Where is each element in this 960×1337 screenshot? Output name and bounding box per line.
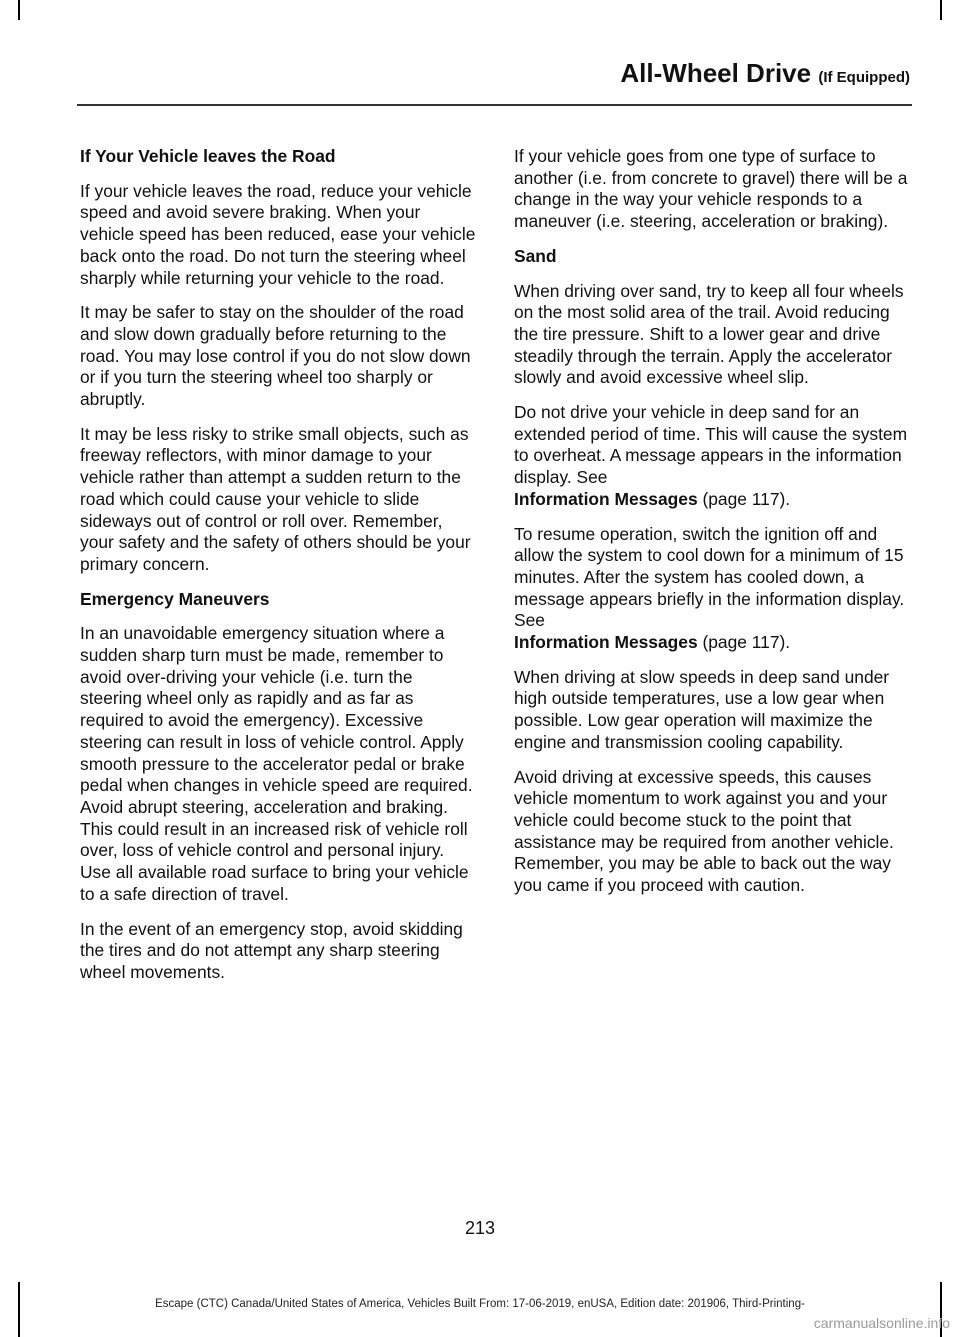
- paragraph-with-reference: [514, 402, 910, 511]
- footer-text: Escape (CTC) Canada/United States of America, Vehicles Built From: 17-06-2019, enUSA, Edition date: 201906, Third-Printing-: [155, 1298, 805, 1310]
- paragraph: It may be safer to stay on the shoulder of the road and slow down gradually before returning to the road. You may lose control if you do not slow down or if you turn the steering wheel too sharply or abruptly.: [80, 302, 471, 410]
- paragraph: In an unavoidable emergency situation where a sudden sharp turn must be made, remember to avoid over-driving your vehicle (i.e. turn the steering wheel only as rapidly and as far as required to avoid the emergency). Excessive steering can result in loss of vehicle control. Apply smooth pressure to the accelerator pedal or brake pedal when changes in vehicle speed are required. Avoid abrupt steering, acceleration and braking. This could result in an increased risk of vehicle roll over, loss of vehicle control and personal injury. Use all available road surface to bring your vehicle to a safe direction of travel.: [80, 623, 473, 904]
- page-title: [620, 58, 910, 89]
- section-heading-emergency-maneuvers: Emergency Maneuvers: [80, 588, 270, 609]
- paragraph: Avoid driving at excessive speeds, this causes vehicle momentum to work against you and your vehicle could become stuck to the point that assistance may be required from another vehicle. Remember, you may be able to back out the way you came if you proceed with caution.: [514, 766, 894, 896]
- left-column: [80, 146, 476, 997]
- page-reference: (page 117).: [702, 632, 791, 653]
- paragraph: In the event of an emergency stop, avoid skidding the tires and do not attempt any sharp steering wheel movements.: [80, 918, 463, 982]
- cross-reference-link[interactable]: Information Messages: [514, 632, 698, 653]
- cross-reference-link[interactable]: Information Messages: [514, 488, 698, 509]
- section-heading-leaves-road: If Your Vehicle leaves the Road: [80, 146, 336, 166]
- paragraph: It may be less risky to strike small objects, such as freeway reflectors, with minor damage to your vehicle rather than attempt a sudden return to the road which could cause your vehicle to slide sideways out of control or roll over. Remember, your safety and the safety of others should be your primary concern.: [80, 423, 471, 574]
- paragraph: If your vehicle goes from one type of surface to another (i.e. from concrete to gravel) there will be a change in the way your vehicle responds to a maneuver (i.e. steering, acceleration or braking).: [514, 146, 908, 232]
- paragraph-text: To resume operation, switch the ignition off and allow the system to cool down for a minimum of 15 minutes. After the system has cooled down, a message appears briefly in the information display. See: [514, 523, 905, 631]
- paragraph: When driving at slow speeds in deep sand under high outside temperatures, use a low gear when possible. Low gear operation will maximize the engine and transmission cooling capability.: [514, 666, 890, 752]
- page-title-subtitle: (If Equipped): [818, 69, 910, 86]
- paragraph-text: Do not drive your vehicle in deep sand for an extended period of time. This will cause the system to overheat. A message appears in the information display. See: [514, 402, 908, 488]
- paragraph-with-reference: [514, 524, 910, 654]
- crop-mark-top-right: [940, 0, 942, 20]
- right-column: [514, 146, 910, 910]
- section-heading-sand: Sand: [514, 245, 557, 266]
- page-reference: (page 117).: [702, 488, 791, 509]
- crop-mark-top-left: [18, 0, 20, 20]
- paragraph: When driving over sand, try to keep all four wheels on the most solid area of the trail. Avoid reducing the tire pressure. Shift to a lower gear and drive steadily through the terrain. Apply the accelerator slowly and avoid excessive wheel slip.: [514, 280, 904, 388]
- paragraph: If your vehicle leaves the road, reduce your vehicle speed and avoid severe braking. When your vehicle speed has been reduced, ease your vehicle back onto the road. Do not turn the steering wheel sharply while returning your vehicle to the road.: [80, 180, 476, 288]
- watermark: carmanualsonline.info: [813, 1315, 950, 1331]
- page-title-main: All-Wheel Drive: [620, 58, 812, 88]
- header-rule: [77, 104, 912, 106]
- page-number: 213: [464, 1218, 496, 1238]
